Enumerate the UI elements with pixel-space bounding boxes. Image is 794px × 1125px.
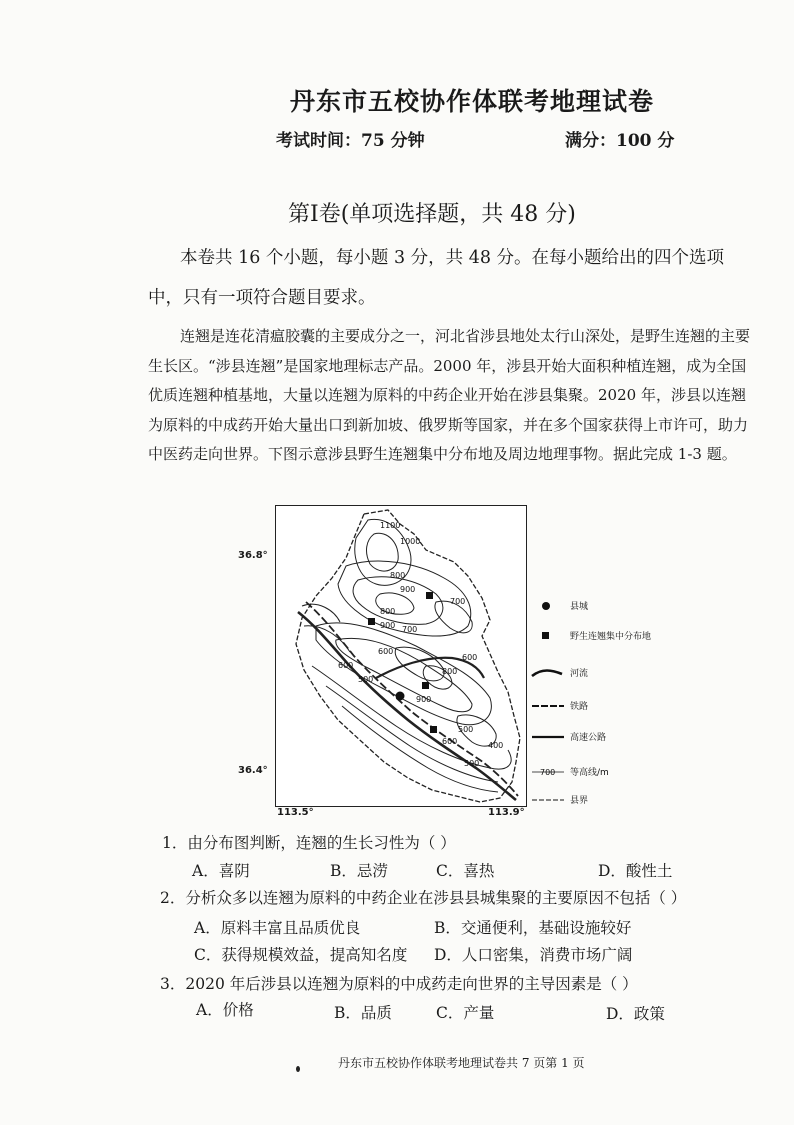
question-1-option-a[interactable]: A．喜阴 [192, 862, 250, 880]
contour-label: 800 [442, 667, 458, 676]
legend-highway-label: 高速公路 [570, 733, 607, 743]
passage-text: 连翘是连花清瘟胶囊的主要成分之一，河北省涉县地处太行山深处，是野生连翘的主要生长区。“涉县连翘”是国家地理标志产品。2000 年，涉县开始大面积种植连翘，成为全国优质连翘种植基地，大量以连翘为原料的中药企业开始在涉县集聚。2020 年，涉县以连翘为原料的中成药开始大量出口到新加坡、俄罗斯等国家，并在多个国家获得上市许可，助力中医药走向世界。下图示意涉县野生连翘集中分布地及周边地理事物。据此完成 1-3 题。 [148, 327, 751, 463]
contour-label: 1000 [400, 537, 421, 546]
intro-line-1: 本卷共 16 个小题，每小题 3 分，共 48 分。在每小题给出的四个选项 [180, 248, 725, 268]
contour-label: 700 [450, 597, 466, 606]
contour-line [342, 706, 498, 792]
question-3-option-b[interactable]: B．品质 [334, 1004, 392, 1022]
contour-label: 500 [358, 675, 374, 684]
county-seat-marker [396, 692, 405, 701]
contour-label: 500 [464, 759, 480, 768]
lon-label-right: 113.9° [488, 807, 525, 818]
section-title: 第Ⅰ卷(单项选择题，共 48 分) [288, 202, 576, 227]
contour-label: 800 [390, 571, 406, 580]
contour-line [316, 623, 491, 725]
map-svg [276, 506, 526, 806]
contour-label: 600 [442, 737, 458, 746]
question-3-stem: 3．2020 年后涉县以连翘为原料的中成药走向世界的主导因素是（ ） [160, 975, 638, 993]
contour-line [312, 666, 511, 769]
forsythia-marker [426, 592, 433, 599]
contour-label: 900 [400, 585, 416, 594]
question-3-option-c[interactable]: C．产量 [436, 1004, 495, 1022]
forsythia-marker [368, 618, 375, 625]
question-1-option-c[interactable]: C．喜热 [436, 862, 495, 880]
question-2-option-c[interactable]: C．获得规模效益，提高知名度 [194, 946, 408, 964]
county-boundary [296, 510, 520, 802]
exam-score: 满分：100 分 [565, 131, 675, 151]
map-legend [530, 596, 700, 808]
contour-label: 900 [380, 621, 396, 630]
contour-line [367, 533, 399, 571]
question-1-stem: 1．由分布图判断，连翘的生长习性为（ ） [162, 834, 456, 852]
lat-label-top: 36.8° [238, 550, 268, 561]
river-line [298, 612, 516, 800]
contour-label: 600 [338, 661, 354, 670]
question-3-option-d[interactable]: D．政策 [606, 1005, 665, 1023]
question-1-option-b[interactable]: B．忌涝 [330, 862, 388, 880]
legend-contour-value: 700 [540, 768, 556, 777]
question-3-option-a[interactable]: A．价格 [196, 1001, 254, 1019]
intro-line-2: 中，只有一项符合题目要求。 [148, 288, 376, 308]
legend-forsythia-icon [542, 632, 549, 639]
legend-boundary-label: 县界 [570, 796, 589, 806]
exam-time: 考试时间：75 分钟 [276, 131, 425, 151]
question-1-option-d[interactable]: D．酸性土 [598, 862, 673, 880]
legend-county-label: 县城 [570, 602, 589, 612]
contour-label: 1100 [380, 521, 401, 530]
question-2-option-d[interactable]: D．人口密集，消费市场广阔 [434, 946, 633, 964]
legend-contour-label: 等高线/m [570, 768, 609, 778]
section-intro [148, 238, 760, 318]
page-footer: 丹东市五校协作体联考地理试卷共 7 页第 1 页 [338, 1056, 585, 1070]
scan-speck [296, 1066, 300, 1072]
contour-label: 700 [402, 625, 418, 634]
question-2-option-b[interactable]: B．交通便利，基础设施较好 [434, 919, 632, 937]
distribution-map [275, 505, 527, 807]
legend-river-icon [532, 671, 562, 677]
contour-label: 600 [378, 647, 394, 656]
contour-label: 400 [488, 741, 504, 750]
contour-line [353, 577, 443, 624]
legend-county-icon [542, 602, 550, 610]
lon-label-left: 113.5° [277, 807, 314, 818]
forsythia-marker [422, 682, 429, 689]
contour-label: 800 [380, 607, 396, 616]
legend-forsythia-label: 野生连翘集中分布地 [570, 632, 652, 642]
legend-railway-label: 铁路 [570, 702, 589, 712]
forsythia-marker [430, 726, 437, 733]
lat-label-bottom: 36.4° [238, 765, 268, 776]
legend-river-label: 河流 [570, 669, 589, 679]
contour-label: 900 [416, 695, 432, 704]
exam-title: 丹东市五校协作体联考地理试卷 [290, 87, 655, 116]
reading-passage [148, 322, 758, 470]
question-2-stem: 2．分析众多以连翘为原料的中药企业在涉县县城集聚的主要原因不包括（ ） [160, 889, 687, 907]
contour-label: 600 [462, 653, 478, 662]
question-2-option-a[interactable]: A．原料丰富且品质优良 [194, 919, 361, 937]
contour-label: 500 [458, 725, 474, 734]
